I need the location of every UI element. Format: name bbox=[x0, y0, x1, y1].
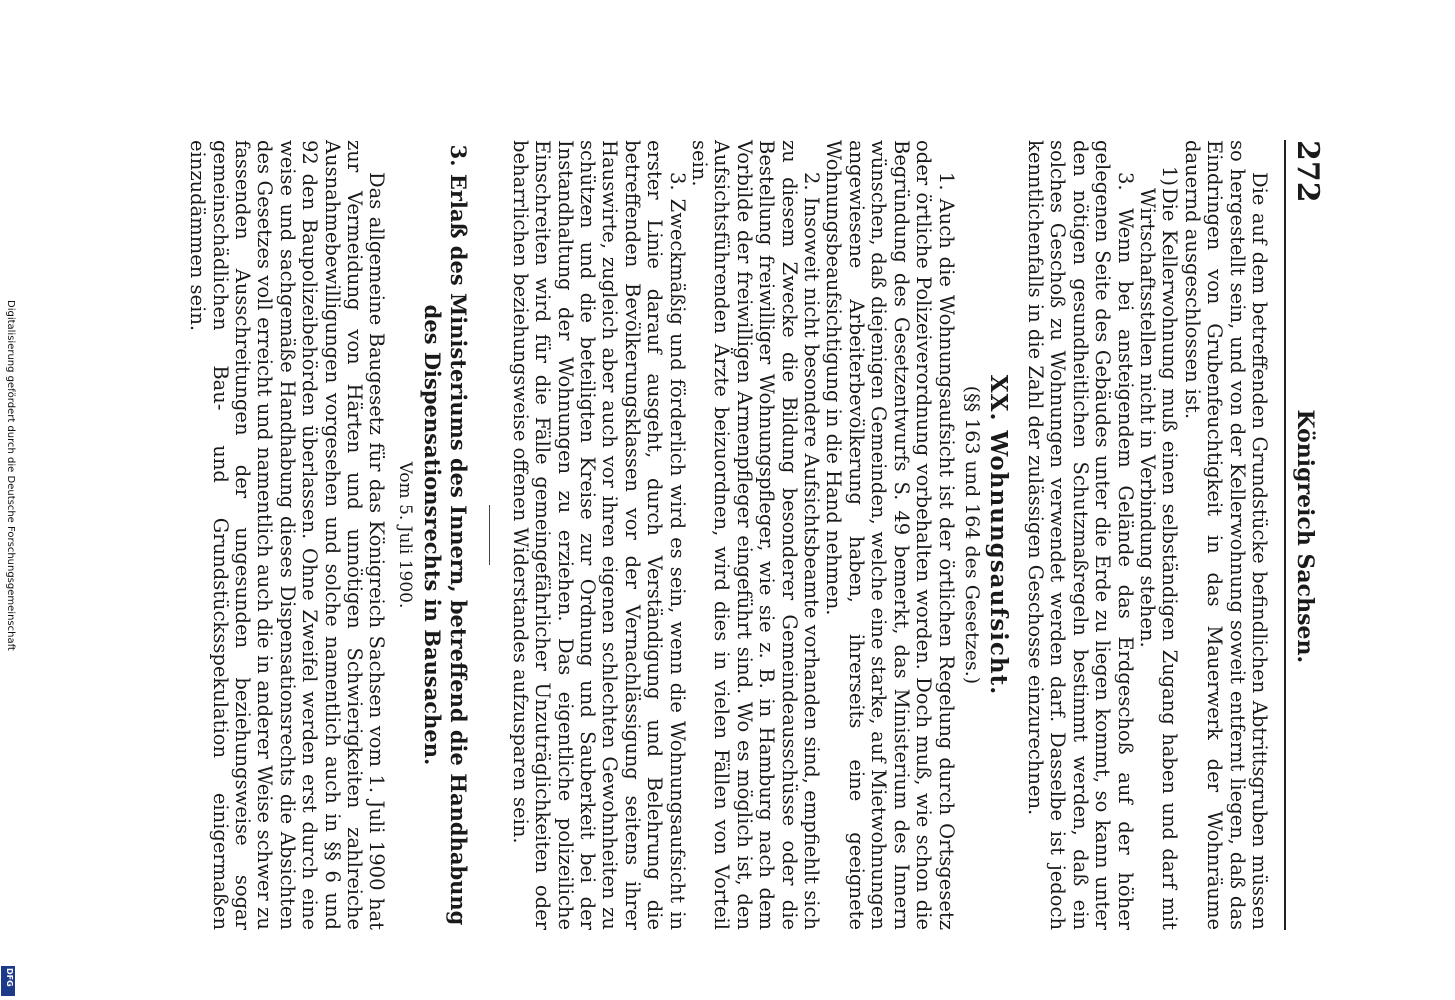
section-divider bbox=[489, 505, 490, 565]
digitization-note-text: Digitalisierung gefördert durch die Deutsche Forschungsgemeinschaft bbox=[5, 300, 16, 651]
dfg-logo-text: DFG bbox=[5, 968, 14, 987]
footnote-text: Die Kellerwohnung muß einen selbständigen Zugang haben und darf mit Wirtschaftsstellen nicht in Verbindung stehen. bbox=[1135, 188, 1182, 930]
section-xx-subheading: (§§ 163 und 164 des Gesetzes.) bbox=[960, 385, 983, 685]
page-header bbox=[1290, 140, 1325, 930]
section-3-paragraph: Das allgemeine Baugesetz für das Königreich Sachsen vom 1. Juli 1900 hat zur Vermeidung von Härten und unnötigen Schwierigkeiten zahlreiche Ausnahmebewilligungen vorgesehen und solche namentlich auch in §§ 6 und 92 den Baupolizeibehörden überlassen. Ohne Zweifel werden erst durch eine weise und sachgemäße Handhabung dieses Dispensationsrechts die Absichten des Gesetzes voll erreicht und namentlich auch die in anderer Weise schwer zu fassenden Ausschreitungen der ungesunden beziehungsweise sogar gemeinschädlichen Bau- und Grundstücksspekulation einigermaßen einzudämmen sein. bbox=[186, 140, 389, 930]
page-number: 272 bbox=[1290, 140, 1325, 203]
section-xx-paragraph-2: 2. Insoweit nicht besondere Aufsichtsbeamte vorhanden sind, empfiehlt sich zu diesem Zwecke die Bildung besonderer Gemeindeausschüsse oder die Bestellung freiwilliger Wohnungspfleger, wie sie z. B. in Hamburg nach dem Vorbilde der freiwilligen Armenpfleger eingeführt sind. Wo es möglich ist, den Aufsichtsführenden Ärzte beizuordnen, wird dies in vielen Fällen von Vorteil sein. bbox=[688, 140, 824, 930]
section-3-heading bbox=[419, 140, 471, 930]
section-xx-paragraph-1: 1. Auch die Wohnungsaufsicht ist der örtlichen Regelung durch Ortsgesetz oder örtliche Polizeiverordnung vorbehalten worden. Doch muß, wie schon die Begründung des Gesetzentwurfs S. 49 bemerkt, das Ministerium des Innern wünschen, daß diejenigen Gemeinden, welche eine starke, auf Mietwohnungen angewiesene Arbeiterbevölkerung haben, ihrerseits eine geeignete Wohnungsbeaufsichtigung in die Hand nehmen. bbox=[822, 140, 958, 930]
footnote bbox=[1136, 140, 1181, 930]
paragraph-3: 3. Wenn bei ansteigendem Gelände das Erdgeschoß auf der höher gelegenen Seite des Gebäudes unter die Erde zu liegen kommt, so kann unter den nötigen gesundheitlichen Schutzmaßregeln bestimmt werden, daß ein solches Geschoß zu Wohnungen verwendet werden darf. Dasselbe ist jedoch kenntlichenfalls in die Zahl der zulässigen Geschosse einzurechnen. bbox=[1023, 140, 1137, 930]
section-3-heading-line1: 3. Erlaß des Ministeriums des Innern, betreffend die Handhabung bbox=[446, 144, 472, 926]
section-xx-paragraph-3: 3. Zweckmäßig und förderlich wird es sein, wenn die Wohnungsaufsicht in erster Linie darauf ausgeht, durch Verständigung und Belehrung die betreffenden Bevölkerungsklassen vor der Vernachlässigung seitens ihrer Hauswirte, zugleich aber auch vor ihren eigenen schlechten Gewohnheiten zu schützen und die beteiligten Kreise zur Ordnung und Sauberkeit bei der Instandhaltung der Wohnungen zu erziehen. Das eigentliche polizeiliche Einschreiten wird für die Fälle gemeingefährlicher Unzuträglichkeiten oder beharrlichen beziehungsweise offenen Widerstandes aufzusparen sein. bbox=[508, 140, 689, 930]
section-3-heading-line2: des Dispensationsrechts in Bausachen. bbox=[420, 304, 446, 766]
digitization-note bbox=[2, 300, 18, 1000]
section-xx-heading: XX. Wohnungsaufsicht. bbox=[984, 374, 1012, 696]
header-rule bbox=[1284, 140, 1286, 930]
intro-paragraph: Die auf dem betreffenden Grundstücke befindlichen Abtrittsgruben müssen so hergestellt sein, und von der Kellerwohnung soweit entfernt liegen, daß das Eindringen von Grubenfeuchtigkeit in das Mauerwerk der Wohnräume dauernd ausgeschlossen ist. bbox=[1180, 140, 1271, 930]
footnote-mark: 1) bbox=[1158, 166, 1182, 187]
dfg-logo bbox=[1, 966, 15, 996]
running-title: Königreich Sachsen. bbox=[1292, 409, 1318, 664]
section-3-date: Vom 5. Juli 1900. bbox=[395, 461, 416, 609]
